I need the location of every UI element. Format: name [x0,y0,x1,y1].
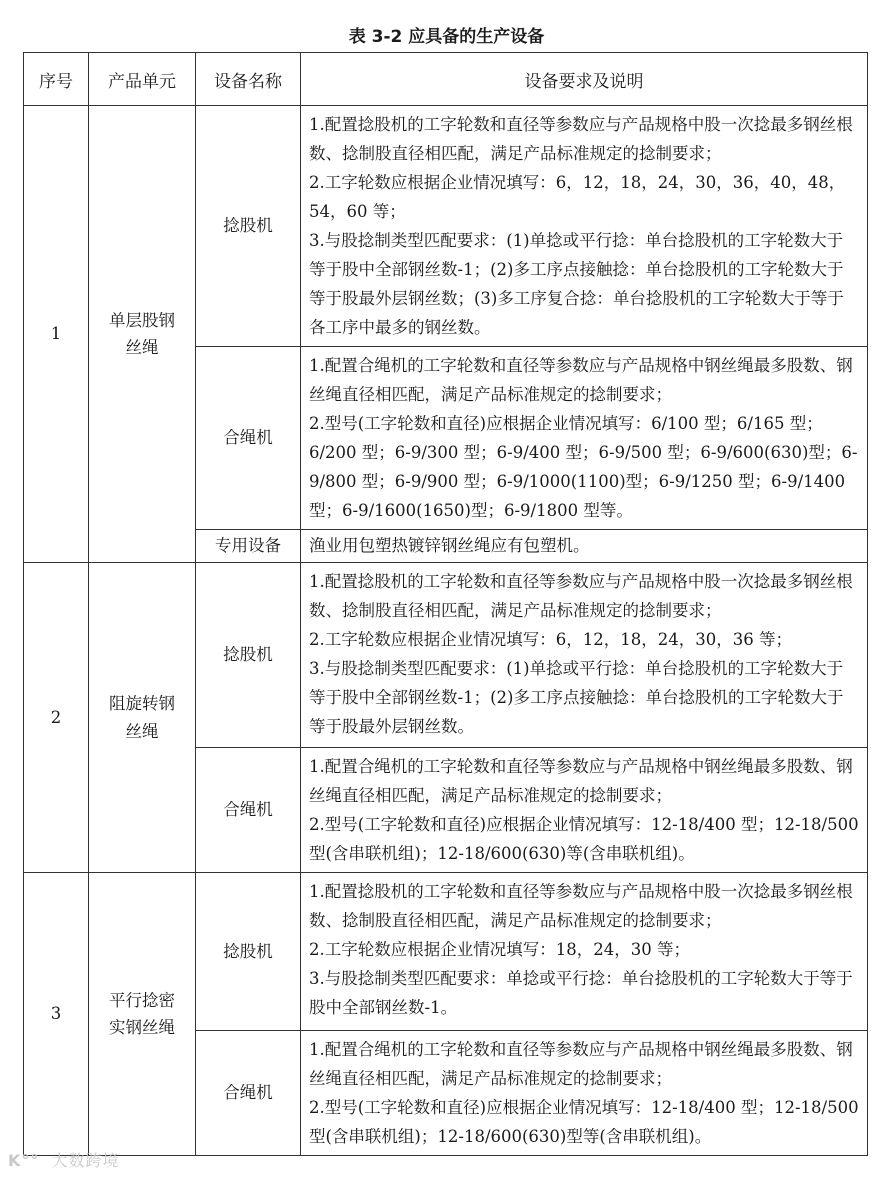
watermark [8,1148,120,1171]
equipment-requirements: 1.配置合绳机的工字轮数和直径等参数应与产品规格中钢丝绳最多股数、钢丝绳直径相匹配，满足产品标准规定的捻制要求； 2.型号(工字轮数和直径)应根据企业情况填写：12-18/400 型；12-18/500 型(含串联机组)；12-18/600(630)等(含串联机组)。 [301,748,868,873]
equipment-name: 专用设备 [196,530,301,563]
row-no: 1 [24,106,89,563]
table-row [24,563,868,748]
equipment-name: 合绳机 [196,1031,301,1156]
equipment-name: 合绳机 [196,748,301,873]
equipment-name: 捻股机 [196,563,301,748]
equipment-name: 捻股机 [196,873,301,1031]
equipment-requirements: 1.配置捻股机的工字轮数和直径等参数应与产品规格中股一次捻最多钢丝根数、捻制股直径相匹配，满足产品标准规定的捻制要求； 2.工字轮数应根据企业情况填写：6，12，18，24，30，36，40，48，54，60 等； 3.与股捻制类型匹配要求：(1)单捻或平行捻：单台捻股机的工字轮数大于等于股中全部钢丝数-1；(2)多工序点接触捻：单台捻股机的工字轮数大于等于股最外层钢丝数；(3)多工序复合捻：单台捻股机的工字轮数大于等于各工序中最多的钢丝数。 [301,106,868,347]
row-unit: 平行捻密实钢丝绳 [89,873,196,1156]
header-no: 序号 [24,53,89,106]
row-unit: 单层股钢丝绳 [89,106,196,563]
table-row [24,106,868,347]
row-unit: 阻旋转钢丝绳 [89,563,196,873]
equipment-requirements: 1.配置捻股机的工字轮数和直径等参数应与产品规格中股一次捻最多钢丝根数、捻制股直径相匹配，满足产品标准规定的捻制要求； 2.工字轮数应根据企业情况填写：18，24，30 等； 3.与股捻制类型匹配要求：单捻或平行捻：单台捻股机的工字轮数大于等于股中全部钢丝数-1。 [301,873,868,1031]
equipment-name: 合绳机 [196,347,301,530]
table-header-row [24,53,868,106]
equipment-name: 捻股机 [196,106,301,347]
header-equipment: 设备名称 [196,53,301,106]
equipment-requirements: 渔业用包塑热镀锌钢丝绳应有包塑机。 [301,530,868,563]
header-requirements: 设备要求及说明 [301,53,868,106]
row-no: 3 [24,873,89,1156]
header-unit: 产品单元 [89,53,196,106]
watermark-text: 大数跨境 [51,1151,120,1170]
row-no: 2 [24,563,89,873]
equipment-table [23,52,868,1156]
watermark-logo-icon: K°° [8,1151,40,1170]
equipment-requirements: 1.配置合绳机的工字轮数和直径等参数应与产品规格中钢丝绳最多股数、钢丝绳直径相匹配，满足产品标准规定的捻制要求； 2.型号(工字轮数和直径)应根据企业情况填写：6/100 型；6/165 型；6/200 型；6-9/300 型；6-9/400 型；6-9/500 型；6-9/600(630)型；6-9/800 型；6-9/900 型；6-9/1000(1100)型；6-9/1250 型；6-9/1400 型；6-9/1600(1650)型；6-9/1800 型等。 [301,347,868,530]
table-row [24,873,868,1031]
equipment-requirements: 1.配置捻股机的工字轮数和直径等参数应与产品规格中股一次捻最多钢丝根数、捻制股直径相匹配，满足产品标准规定的捻制要求； 2.工字轮数应根据企业情况填写：6，12，18，24，30，36 等； 3.与股捻制类型匹配要求：(1)单捻或平行捻：单台捻股机的工字轮数大于等于股中全部钢丝数-1；(2)多工序点接触捻：单台捻股机的工字轮数大于等于股最外层钢丝数。 [301,563,868,748]
table-title: 表 3-2 应具备的生产设备 [348,27,545,47]
equipment-requirements: 1.配置合绳机的工字轮数和直径等参数应与产品规格中钢丝绳最多股数、钢丝绳直径相匹配，满足产品标准规定的捻制要求； 2.型号(工字轮数和直径)应根据企业情况填写：12-18/400 型；12-18/500 型(含串联机组)；12-18/600(630)型等(含串联机组)。 [301,1031,868,1156]
